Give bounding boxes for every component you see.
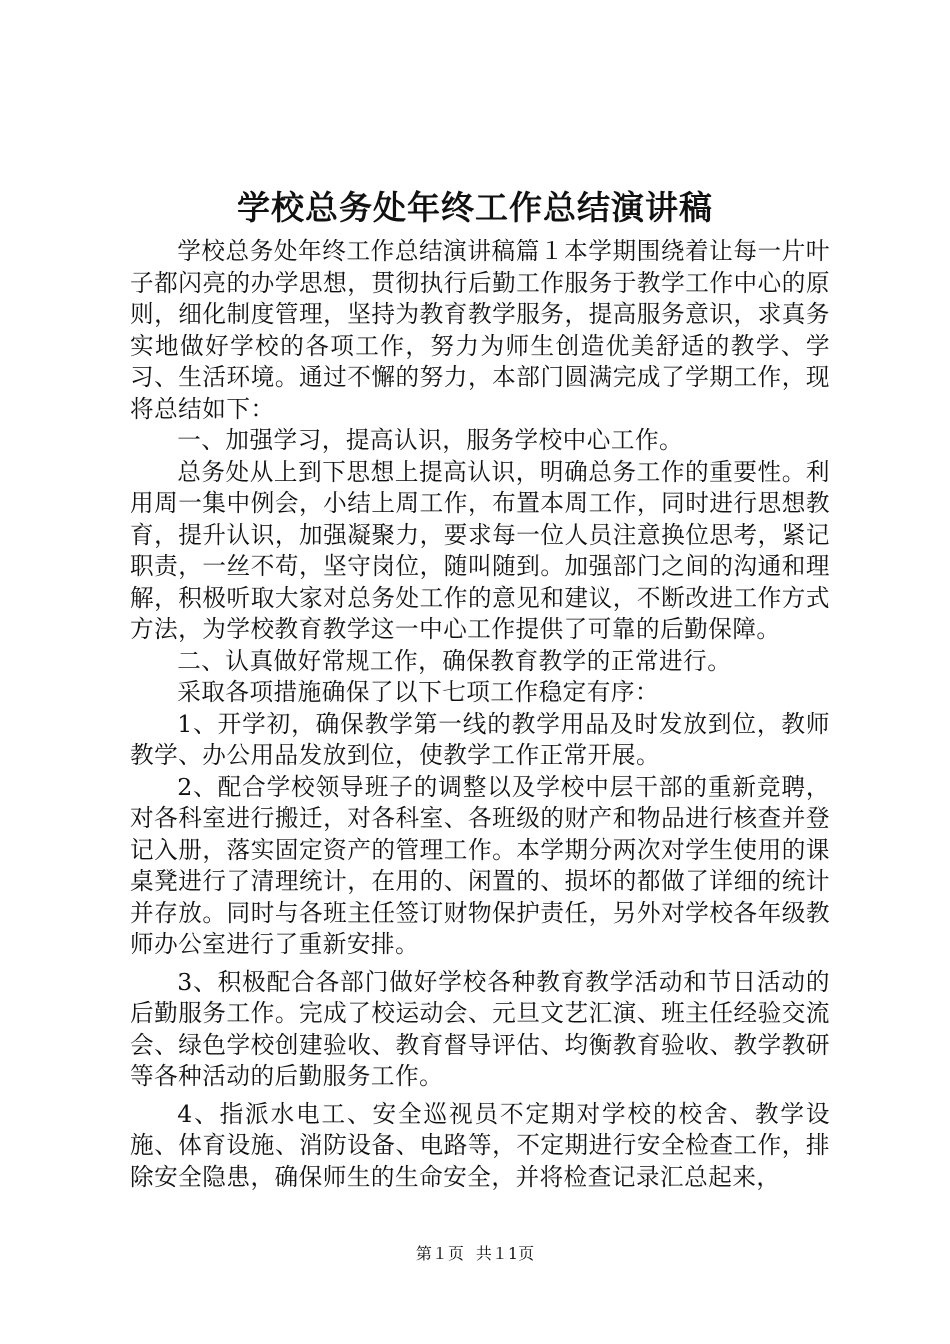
page-number: 第１页 <box>415 1244 464 1263</box>
document-title: 学校总务处年终工作总结演讲稿 <box>237 188 713 227</box>
document-body <box>130 236 830 1193</box>
list-item-4: 4、指派水电工、安全巡视员不定期对学校的校舍、教学设施、体育设施、消防设备、电路等，不定期进行安全检查工作，排除安全隐患，确保师生的生命安全，并将检查记录汇总起来， <box>130 1099 830 1191</box>
section-heading-2: 二、认真做好常规工作，确保教育教学的正常进行。 <box>177 646 732 675</box>
list-item-2: 2、配合学校领导班子的调整以及学校中层干部的重新竞聘，对各科室进行搬迁，对各科室、各班级的财产和物品进行核查并登记入册，落实固定资产的管理工作。本学期分两次对学生使用的课桌凳进行了清理统计，在用的、闲置的、损坏的都做了详细的统计并存放。同时与各班主任签订财物保护责任，另外对学校各年级教师办公室进行了重新安排。 <box>130 772 830 958</box>
section-heading-1: 一、加强学习，提高认识，服务学校中心工作。 <box>177 426 684 454</box>
paragraph-intro: 学校总务处年终工作总结演讲稿篇１本学期围绕着让每一片叶子都闪亮的办学思想，贯彻执行后勤工作服务于教学工作中心的原则，细化制度管理，坚持为教育教学服务，提高服务意识，求真务实地做好学校的各项工作，努力为师生创造优美舒适的教学、学习、生活环境。通过不懈的努力，本部门圆满完成了学期工作，现将总结如下： <box>130 237 830 423</box>
list-item-3: 3、积极配合各部门做好学校各种教育教学活动和节日活动的后勤服务工作。完成了校运动会、元旦文艺汇演、班主任经验交流会、绿色学校创建验收、教育督导评估、均衡教育验收、教学教研等各种活动的后勤服务工作。 <box>130 967 830 1090</box>
paragraph-section-1: 总务处从上到下思想上提高认识，明确总务工作的重要性。利用周一集中例会，小结上周工作，布置本周工作，同时进行思想教育，提升认识，加强凝聚力，要求每一位人员注意换位思考，紧记职责，一丝不苟，坚守岗位，随叫随到。加强部门之间的沟通和理解，积极听取大家对总务处工作的意见和建议，不断改进工作方式方法，为学校教育教学这一中心工作提供了可靠的后勤保障。 <box>130 457 830 643</box>
page-footer <box>0 1242 950 1266</box>
page-total: 共１1页 <box>475 1244 535 1263</box>
list-item-1: 1、开学初，确保教学第一线的教学用品及时发放到位，教师教学、办公用品发放到位，使教学工作正常开展。 <box>130 709 830 769</box>
paragraph-section-2-intro: 采取各项措施确保了以下七项工作稳定有序： <box>177 678 660 706</box>
